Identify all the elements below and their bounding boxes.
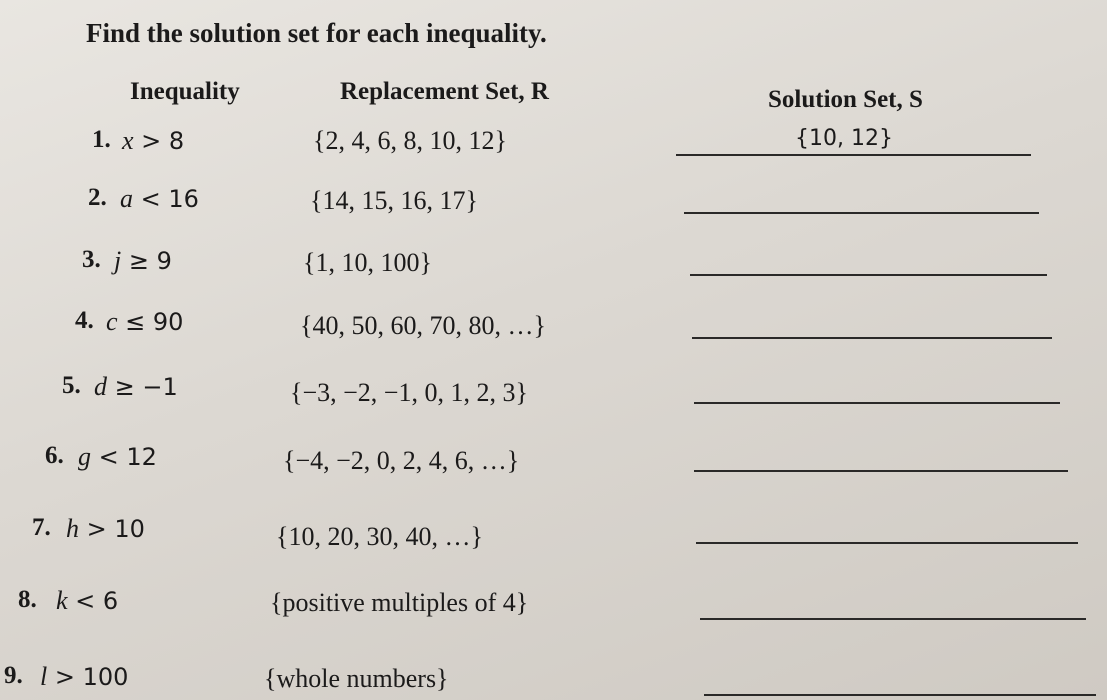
inequality — [114, 246, 172, 276]
problem-row — [0, 305, 1107, 361]
worksheet-title: Find the solution set for each inequality. — [86, 18, 547, 48]
variable: d — [94, 372, 107, 401]
variable: a — [120, 184, 133, 213]
problem-number: 2. — [88, 184, 107, 211]
answer-blank[interactable] — [704, 694, 1096, 696]
problem-row — [0, 370, 1107, 426]
variable: l — [40, 662, 48, 691]
problem-number: 4. — [75, 307, 94, 334]
variable: c — [106, 307, 118, 336]
solution-answer: {10, 12} — [795, 126, 893, 151]
answer-blank[interactable] — [696, 542, 1078, 544]
column-header-solution-set: Solution Set, S — [768, 86, 923, 113]
inequality — [122, 126, 184, 156]
inequality — [94, 372, 178, 402]
answer-blank[interactable] — [676, 154, 1031, 156]
relation: < 12 — [91, 443, 157, 471]
relation: < 6 — [67, 587, 119, 615]
variable: x — [122, 126, 134, 155]
variable: k — [56, 586, 68, 615]
inequality — [78, 442, 157, 472]
relation: > 100 — [47, 663, 129, 691]
replacement-set: {1, 10, 100} — [303, 248, 432, 277]
replacement-set: {10, 20, 30, 40, …} — [276, 522, 483, 551]
replacement-set: {whole numbers} — [264, 664, 449, 693]
replacement-set: {40, 50, 60, 70, 80, …} — [300, 311, 546, 340]
problem-number: 1. — [92, 126, 111, 153]
relation: ≥ 9 — [121, 247, 172, 275]
inequality — [66, 514, 145, 544]
inequality — [40, 662, 128, 692]
replacement-set: {−3, −2, −1, 0, 1, 2, 3} — [290, 378, 528, 407]
problem-row — [0, 656, 1107, 700]
replacement-set: {14, 15, 16, 17} — [310, 186, 478, 215]
variable: g — [78, 442, 91, 471]
variable: h — [66, 514, 79, 543]
replacement-set: {positive multiples of 4} — [270, 588, 529, 617]
problem-number: 5. — [62, 372, 81, 399]
problem-row — [0, 440, 1107, 496]
problem-number: 6. — [45, 442, 64, 469]
problem-number: 7. — [32, 514, 51, 541]
variable: j — [114, 246, 122, 275]
problem-row — [0, 242, 1107, 298]
column-header-inequality: Inequality — [130, 78, 240, 105]
answer-blank[interactable] — [694, 470, 1068, 472]
relation: > 8 — [133, 127, 185, 155]
problem-row — [0, 118, 1107, 174]
inequality — [106, 307, 183, 337]
problem-row — [0, 182, 1107, 238]
answer-blank[interactable] — [694, 402, 1060, 404]
inequality — [120, 184, 199, 214]
column-header-replacement-set: Replacement Set, R — [340, 78, 549, 105]
problem-number: 9. — [4, 662, 23, 689]
relation: ≥ −1 — [107, 373, 178, 401]
answer-blank[interactable] — [692, 337, 1052, 339]
problem-number: 8. — [18, 586, 37, 613]
relation: > 10 — [79, 515, 145, 543]
answer-blank[interactable] — [684, 212, 1039, 214]
replacement-set: {−4, −2, 0, 2, 4, 6, …} — [283, 446, 520, 475]
replacement-set: {2, 4, 6, 8, 10, 12} — [313, 126, 507, 155]
relation: < 16 — [133, 185, 199, 213]
answer-blank[interactable] — [700, 618, 1086, 620]
problem-row — [0, 584, 1107, 640]
answer-blank[interactable] — [690, 274, 1047, 276]
problem-number: 3. — [82, 246, 101, 273]
inequality — [56, 586, 118, 616]
relation: ≤ 90 — [117, 308, 184, 336]
problem-row — [0, 512, 1107, 568]
